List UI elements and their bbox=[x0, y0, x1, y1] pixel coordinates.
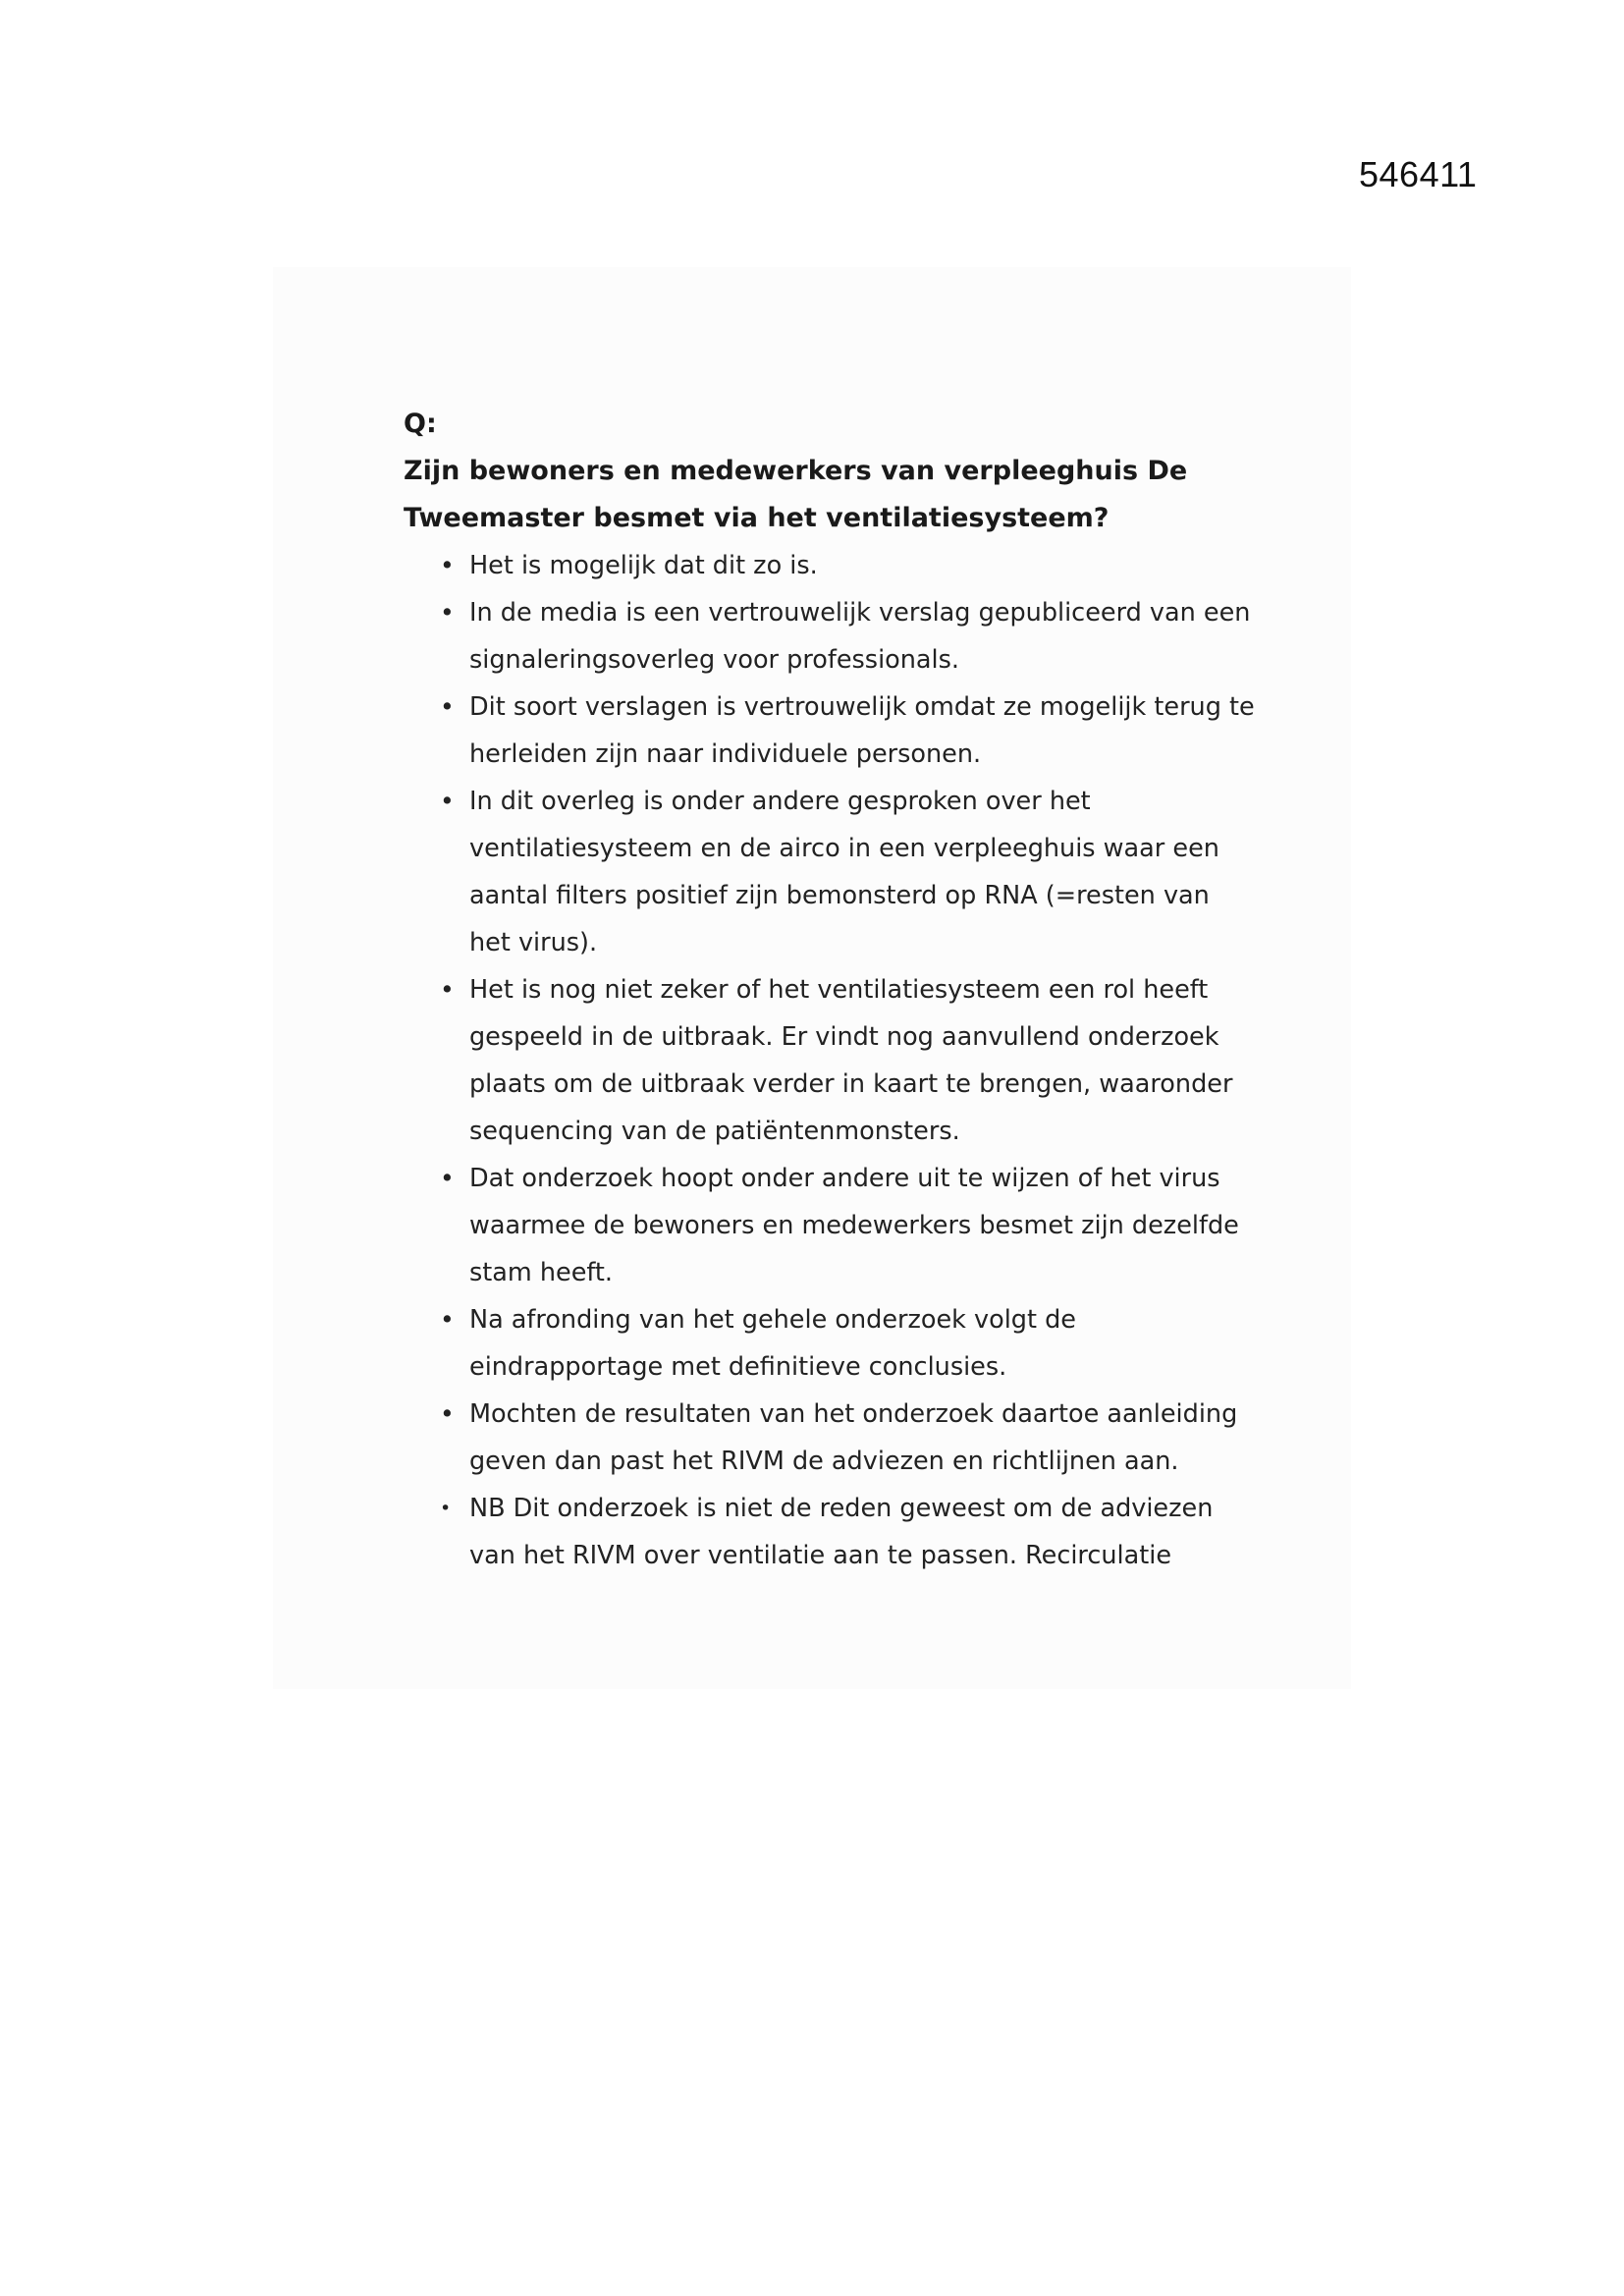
bullet-icon: • bbox=[440, 551, 455, 579]
answer-text: In de media is een vertrouwelijk verslag gepubliceerd van een signaleringsoverleg voor professionals. bbox=[469, 598, 1251, 675]
answer-item bbox=[404, 1485, 1255, 1579]
answer-text: Dit soort verslagen is vertrouwelijk omdat ze mogelijk terug te herleiden zijn naar individuele personen. bbox=[469, 692, 1255, 769]
bullet-icon: • bbox=[440, 1305, 455, 1334]
bullet-icon: • bbox=[440, 1164, 455, 1192]
bullet-icon: • bbox=[440, 692, 455, 721]
bullet-icon: • bbox=[440, 975, 455, 1004]
answer-item bbox=[404, 1296, 1255, 1391]
answer-text: Het is mogelijk dat dit zo is. bbox=[469, 551, 818, 580]
answer-list bbox=[404, 542, 1268, 1579]
answer-text: NB Dit onderzoek is niet de reden geweest om de adviezen van het RIVM over ventilatie aan te passen. Recirculatie bbox=[469, 1494, 1214, 1570]
question-text: Zijn bewoners en medewerkers van verpleeghuis De Tweemaster besmet via het ventilatiesysteem? bbox=[404, 456, 1188, 533]
answer-item bbox=[404, 589, 1255, 683]
answer-text: In dit overleg is onder andere gesproken over het ventilatiesysteem en de airco in een verpleeghuis waar een aantal filters positief zijn bemonsterd op RNA (=resten van het virus). bbox=[469, 787, 1219, 957]
answer-item bbox=[404, 542, 1255, 589]
answer-text: Dat onderzoek hoopt onder andere uit te wijzen of het virus waarmee de bewoners en medewerkers besmet zijn dezelfde stam heeft. bbox=[469, 1164, 1239, 1287]
answer-text: Het is nog niet zeker of het ventilatiesysteem een rol heeft gespeeld in de uitbraak. Er vindt nog aanvullend onderzoek plaats om de uitbraak verder in kaart te brengen, waaronder sequencing van de patiëntenmonsters. bbox=[469, 975, 1233, 1146]
bullet-icon: • bbox=[440, 787, 455, 815]
answer-text: Mochten de resultaten van het onderzoek daartoe aanleiding geven dan past het RIVM de adviezen en richtlijnen aan. bbox=[469, 1399, 1238, 1476]
answer-item bbox=[404, 683, 1255, 778]
bullet-icon: • bbox=[440, 1498, 452, 1519]
answer-item bbox=[404, 778, 1255, 966]
document-number: 546411 bbox=[1359, 154, 1478, 194]
bullet-icon: • bbox=[440, 598, 455, 627]
answer-item bbox=[404, 1155, 1255, 1296]
document-content bbox=[404, 401, 1268, 1579]
answer-item bbox=[404, 1391, 1255, 1485]
question-label: Q: bbox=[404, 409, 437, 439]
answer-item bbox=[404, 966, 1255, 1155]
answer-text: Na afronding van het gehele onderzoek volgt de eindrapportage met definitieve conclusies. bbox=[469, 1305, 1076, 1382]
bullet-icon: • bbox=[440, 1399, 455, 1428]
